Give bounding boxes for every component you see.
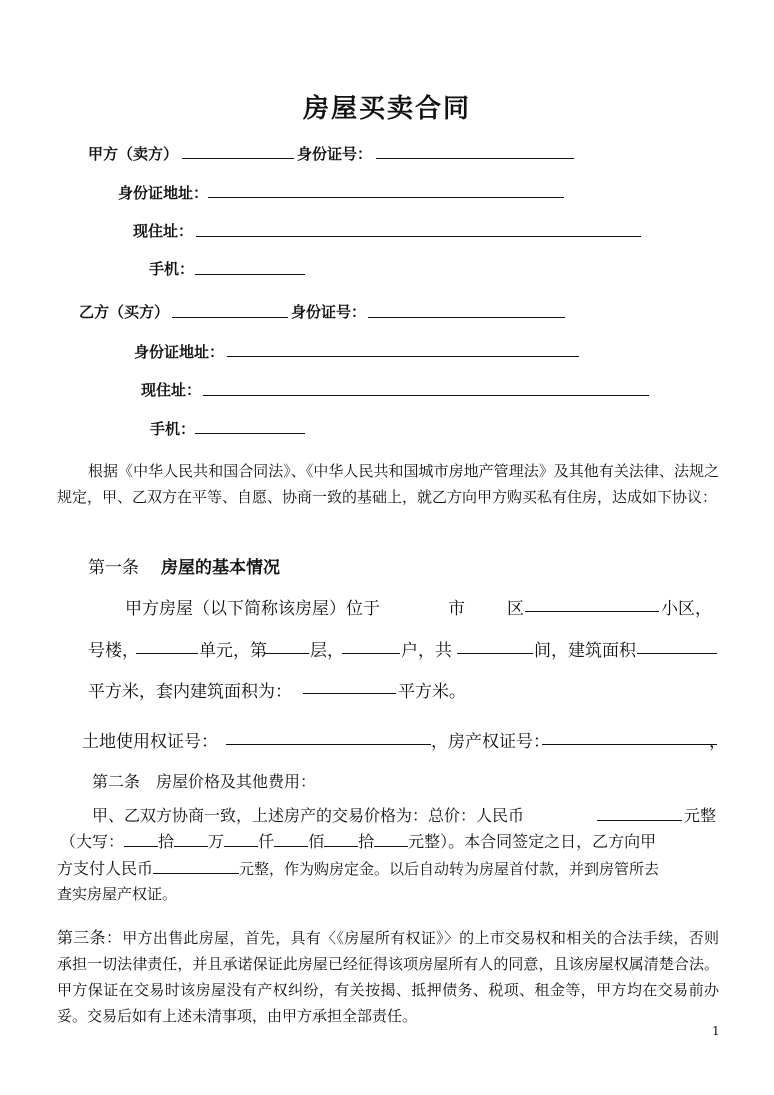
party-a-id-address-label: 身份证地址：: [118, 184, 209, 202]
article1-area-field[interactable]: [637, 653, 717, 654]
article3-heading: 第三条：: [57, 928, 123, 947]
party-a-phone-field[interactable]: [195, 274, 305, 275]
article1-floor-label: 层，: [310, 641, 344, 661]
deposit-field[interactable]: [153, 857, 239, 874]
article1-building-label: 号楼，: [88, 641, 139, 661]
party-b-phone-field[interactable]: [195, 433, 305, 434]
article2-deposit-line: [57, 856, 659, 879]
party-a-address-field[interactable]: [196, 236, 641, 237]
article1-household-field[interactable]: [342, 653, 400, 654]
capital-wan-label: 万: [208, 832, 225, 851]
article1-unit-label: 单元，第: [199, 641, 267, 661]
article1-inner-area-label: 平方米，套内建筑面积为：: [88, 682, 292, 702]
article1-inner-area-field[interactable]: [303, 693, 396, 694]
party-a-id-field[interactable]: [376, 158, 574, 159]
deposit-label: 方支付人民币: [57, 859, 154, 878]
article1-number: 第一条: [88, 558, 139, 578]
capital-bai-field[interactable]: [274, 830, 308, 847]
article2-heading: 第二条 房屋价格及其他费用：: [92, 772, 317, 791]
total-price-field[interactable]: [597, 820, 682, 821]
property-cert-field[interactable]: [542, 744, 717, 745]
party-a-phone-label: 手机：: [149, 260, 195, 278]
article2-capital-line: [60, 829, 656, 852]
party-a-label: 甲方（卖方）: [88, 145, 179, 163]
party-a-id-address-field[interactable]: [208, 197, 564, 198]
article2-price-unit: 元整: [684, 806, 717, 825]
article1-city-label: 市: [448, 599, 465, 619]
capital-qian-field[interactable]: [224, 830, 258, 847]
capital-open: （大写：: [60, 832, 125, 851]
article1-heading: [88, 553, 280, 578]
capital-wan-field[interactable]: [174, 830, 208, 847]
article1-district-label: 区: [507, 599, 524, 619]
party-b-id-label: 身份证号：: [291, 303, 367, 321]
article1-rooms-field[interactable]: [457, 653, 533, 654]
party-a-id-label: 身份证号：: [297, 145, 373, 163]
party-b-id-field[interactable]: [368, 317, 565, 318]
page-number: 1: [712, 1024, 720, 1038]
article1-rooms-label: 间，建筑面积: [534, 641, 636, 661]
deposit-text: 元整，作为购房定金。以后自动转为房屋首付款，并到房管所去: [239, 860, 660, 878]
article1-sqm-label: 平方米。: [398, 682, 466, 702]
party-b-id-address-field[interactable]: [227, 356, 579, 357]
document-title: 房屋买卖合同: [303, 94, 472, 124]
article1-title: 房屋的基本情况: [161, 558, 280, 578]
party-b-name-field[interactable]: [172, 317, 288, 318]
article1-unit-field[interactable]: [136, 653, 198, 654]
article1-floor-field[interactable]: [265, 653, 309, 654]
intro-paragraph: 根据《中华人民共和国合同法》、《中华人民共和国城市房地产管理法》及其他有关法律、法规之规定，甲、乙双方在平等、自愿、协商一致的基础上，就乙方向甲方购买私有住房，达成如下协议：: [57, 462, 719, 506]
party-b-address-label: 现住址：: [141, 381, 202, 399]
article1-household-label: 户，共: [401, 641, 452, 661]
article3-text: 甲方出售此房屋，首先，具有〈《房屋所有权证》〉的上市交易权和相关的合法手续，否则承担一切法律责任，并且承诺保证此房屋已经征得该项房屋所有人的同意，且该房屋权属清楚合法。甲方保证在交易时该房屋没有产权纠纷，有关按揭、抵押债务、税项、租金等，甲方均在交易前办妥。交易后如有上述未清事项，由甲方承担全部责任。: [57, 929, 719, 1025]
capital-qian-label: 仟: [258, 832, 275, 851]
party-a-address-label: 现住址：: [133, 222, 194, 240]
capital-bai-label: 佰: [308, 832, 325, 851]
capital-shi-label: 拾: [158, 832, 175, 851]
property-cert-end: ，: [709, 732, 726, 752]
article1-location-a: 甲方房屋（以下简称该房屋）位于: [125, 599, 380, 619]
article2-verify-text: 查实房屋产权证。: [57, 885, 178, 903]
land-cert-label: 土地使用权证号：: [82, 732, 218, 752]
party-b-label: 乙方（买方）: [79, 303, 170, 321]
capital-shi2-field[interactable]: [324, 830, 358, 847]
capital-yuan-field[interactable]: [374, 830, 408, 847]
land-cert-field[interactable]: [226, 744, 431, 745]
property-cert-label: ，房产权证号：: [431, 732, 550, 752]
capital-shiwan-field[interactable]: [124, 830, 158, 847]
article3-paragraph: [57, 925, 719, 1029]
article2-price-text: 甲、乙双方协商一致，上述房产的交易价格为：总价：人民币: [92, 806, 525, 825]
article1-community-field[interactable]: [525, 611, 659, 612]
party-b-address-field[interactable]: [203, 395, 649, 396]
party-b-id-address-label: 身份证地址：: [134, 343, 225, 361]
capital-end: 元整）。本合同签定之日，乙方向甲: [408, 832, 657, 851]
party-b-phone-label: 手机：: [150, 420, 196, 438]
capital-shi2-label: 拾: [358, 832, 375, 851]
party-a-name-field[interactable]: [182, 158, 294, 159]
article1-community-label: 小区，: [661, 599, 712, 619]
